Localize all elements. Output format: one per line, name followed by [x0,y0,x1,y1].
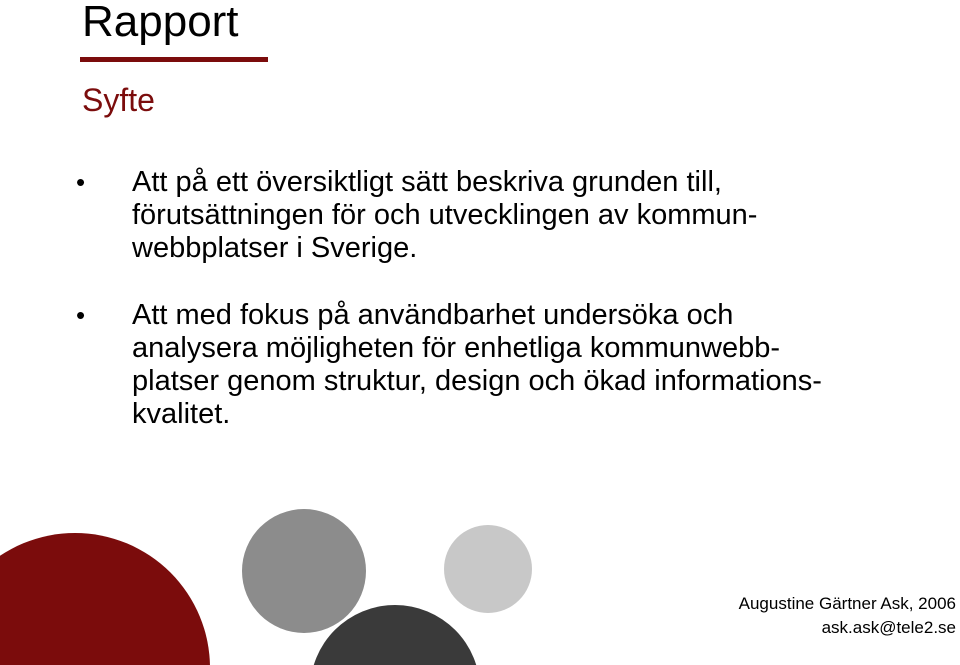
medium-gray-circle [242,509,366,633]
slide-subtitle: Syfte [82,82,155,118]
bullet-line: Att på ett översiktligt sätt beskriva grunden till, [132,166,722,198]
bullet-line: kvalitet. [132,398,231,430]
footer-author: Augustine Gärtner Ask, 2006 [738,594,956,613]
large-red-circle [0,533,210,665]
bullet-line: webbplatser i Sverige. [132,232,418,264]
bullet-list [76,166,936,465]
bullet-icon: • [76,167,86,197]
bullet-icon: • [76,300,86,330]
bullet-text [132,299,936,431]
light-gray-circle [444,525,532,613]
bullet-line: förutsättningen för och utvecklingen av kommun- [132,199,758,231]
slide-title: Rapport [82,0,239,46]
bullet-line: analysera möjligheten för enhetliga kommunwebb- [132,332,781,364]
bullet-item [76,299,936,431]
footer [739,592,956,640]
bullet-text [132,166,936,265]
footer-email: ask.ask@tele2.se [821,618,956,637]
title-underline [80,57,268,62]
bullet-item [76,166,936,265]
bullet-line: Att med fokus på användbarhet undersöka och [132,299,734,331]
bullet-line: platser genom struktur, design och ökad informations- [132,365,822,397]
